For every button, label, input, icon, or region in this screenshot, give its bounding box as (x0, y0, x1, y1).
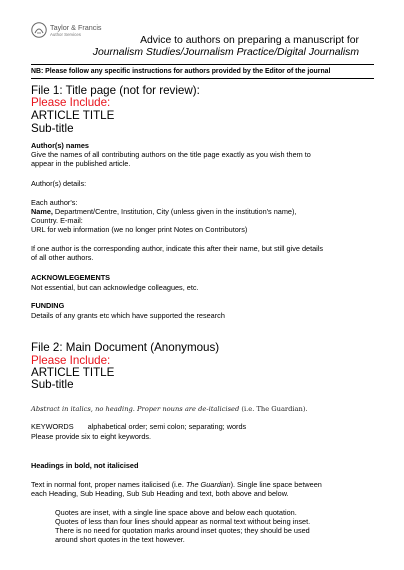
file2-heading: File 2: Main Document (Anonymous) (31, 341, 220, 354)
file2-article-title: ARTICLE TITLE (31, 366, 115, 379)
file1-heading: File 1: Title page (not for review): (31, 84, 200, 97)
abstract-italic: Abstract in italics, no heading. Proper nouns are de-italicised (31, 405, 240, 413)
name-label: Name, (31, 207, 53, 216)
divider-top (31, 64, 374, 65)
acknowledgements-text: Not essential, but can acknowledge colleagues, etc. (31, 283, 199, 292)
author-details-label: Author(s) details: (31, 179, 87, 188)
logo-name: Taylor & Francis (50, 23, 102, 32)
document-title-line1: Advice to authors on preparing a manuscript for (140, 35, 359, 46)
url-line: URL for web information (we no longer print Notes on Contributors) (31, 225, 248, 234)
text-line1-a: Text in normal font, proper names italicised (i.e. (31, 480, 186, 489)
headings-heading: Headings in bold, not italicised (31, 461, 139, 470)
document-title (93, 35, 359, 59)
keywords-line (31, 423, 246, 432)
quote-line1: Quotes are inset, with a single line space above and below each quotation. (55, 508, 297, 517)
abstract-normal: (i.e. The Guardian). (239, 405, 308, 413)
text-line1-italic: The Guardian (185, 480, 231, 489)
authors-heading: Author(s) names (31, 141, 89, 150)
keywords-count: Please provide six to eight keywords. (31, 432, 152, 441)
funding-text: Details of any grants etc which have supported the research (31, 311, 225, 320)
file1-sub-title: Sub-title (31, 122, 74, 135)
divider-bottom (31, 78, 374, 79)
document-title-line2: Journalism Studies/Journalism Practice/Digital Journalism (92, 47, 359, 59)
quote-line3: There is no need for quotation marks around inset quotes; they should be used (55, 526, 310, 535)
acknowledgements-heading: ACKNOWLEGEMENTS (31, 273, 111, 282)
authors-text-line2: appear in the published article. (31, 159, 131, 168)
each-author-label: Each author's: (31, 198, 78, 207)
text-line2: each Heading, Sub Heading, Sub Sub Heading and text, both above and below. (31, 489, 289, 498)
file2-please-include: Please Include: (31, 354, 111, 367)
country-email-line: Country. E-mail: (31, 216, 83, 225)
abstract-line (31, 405, 308, 413)
funding-heading: FUNDING (31, 301, 65, 310)
keywords-label: KEYWORDS (31, 422, 74, 431)
authors-text-line1: Give the names of all contributing authors on the title page exactly as you wish them to (31, 150, 311, 159)
keywords-text: alphabetical order; semi colon; separating; words (87, 422, 247, 431)
file2-sub-title: Sub-title (31, 378, 74, 391)
quote-line2: Quotes of less than four lines should appear as normal text without being inset. (55, 517, 311, 526)
name-line-rest: Department/Centre, Institution, City (unless given in the institution's name), (52, 207, 297, 216)
nb-notice: NB: Please follow any specific instructions for authors provided by the Editor of the journal (31, 68, 331, 75)
corresponding-line1: If one author is the corresponding author, indicate this after their name, but still give details (31, 244, 324, 253)
corresponding-line2: of all other authors. (31, 253, 94, 262)
logo-subtitle: Author Services (50, 32, 81, 37)
file1-please-include: Please Include: (31, 96, 111, 109)
file1-article-title: ARTICLE TITLE (31, 109, 115, 122)
quote-line4: around short quotes in the text however. (55, 535, 185, 544)
text-line1-b: ). Single line space between (230, 480, 322, 489)
publisher-logo-icon (31, 22, 47, 38)
